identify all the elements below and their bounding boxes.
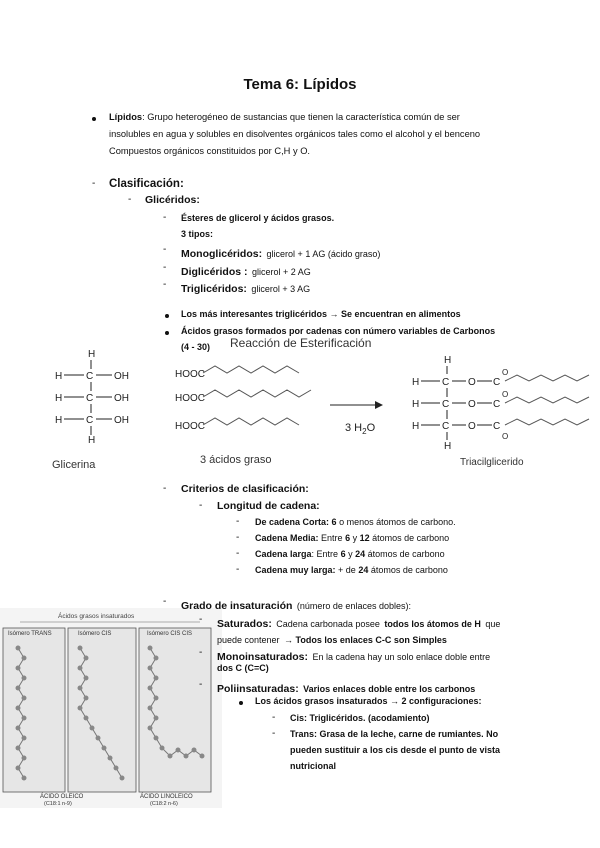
cis-item: Cis: Triglicéridos. (acodamiento) xyxy=(290,713,430,723)
poliinsaturadas-line: Poliinsaturadas: Varios enlaces doble entre los carbonos xyxy=(217,683,476,695)
svg-text:C: C xyxy=(493,399,501,410)
svg-text:C: C xyxy=(86,371,94,382)
dash-marker: - xyxy=(128,194,132,205)
mono-desc: glicerol + 1 AG (ácido graso) xyxy=(266,249,381,259)
bullet-acidos: Ácidos grasos formados por cadenas con número variables de Carbonos xyxy=(181,326,496,336)
dash-marker: - xyxy=(236,548,240,559)
svg-text:C: C xyxy=(86,393,94,404)
insaturacion-note: (número de enlaces dobles): xyxy=(296,601,411,611)
svg-text:H: H xyxy=(444,441,452,452)
gliceridos-heading: Glicéridos: xyxy=(145,194,200,206)
svg-text:C: C xyxy=(442,377,450,388)
svg-text:H: H xyxy=(55,415,63,426)
oleico-label: ÁCIDO OLEICO xyxy=(40,794,84,800)
di-term: Diglicéridos : xyxy=(181,266,248,278)
cadena-media: Cadena Media: Entre 6 y 12 átomos de carbono xyxy=(255,533,450,543)
svg-text:HOOC: HOOC xyxy=(175,421,205,432)
tipos-text: 3 tipos: xyxy=(181,229,214,239)
fatty-acids xyxy=(175,366,311,432)
bullet-triglicericos: Los más interesantes triglicéridos → Se encuentran en alimentos xyxy=(181,309,461,319)
svg-text:H: H xyxy=(88,435,96,446)
linoleico-formula: (C18:2 n-6) xyxy=(150,801,178,807)
svg-text:OH: OH xyxy=(114,371,129,382)
dash-marker: - xyxy=(163,212,167,223)
mono-term: Monoglicéridos: xyxy=(181,248,263,260)
di-line xyxy=(181,262,311,280)
dash-marker: - xyxy=(92,178,96,189)
svg-text:H: H xyxy=(412,399,420,410)
glycerol-structure xyxy=(55,349,129,446)
intro-line3: Compuestos orgánicos constituidos por C,H y O. xyxy=(109,146,311,156)
svg-text:C: C xyxy=(442,399,450,410)
linoleico-label: ÁCIDO LINOLEICO xyxy=(140,794,193,800)
water-label: 3 $H_2O$ xyxy=(345,422,376,436)
trans-line2: pueden sustituir a los cis desde el punto de vista xyxy=(290,745,501,755)
cadena-corta: De cadena Corta: 6 o menos átomos de carbono. xyxy=(255,517,456,527)
svg-text:O: O xyxy=(468,377,476,388)
glicerina-label: Glicerina xyxy=(52,459,96,471)
tri-term: Triglicéridos: xyxy=(181,283,247,295)
oleico-formula: (C18:1 n-9) xyxy=(44,801,72,807)
svg-text:H: H xyxy=(412,421,420,432)
dash-marker: - xyxy=(163,483,167,494)
svg-text:H: H xyxy=(444,355,452,366)
svg-text:OH: OH xyxy=(114,393,129,404)
tri-line xyxy=(181,279,310,297)
longitud-heading: Longitud de cadena: xyxy=(217,500,320,512)
clasificacion-heading: Clasificación: xyxy=(109,178,184,190)
bullet-dot xyxy=(165,314,169,318)
svg-text:OH: OH xyxy=(114,415,129,426)
bullet-dot xyxy=(92,117,96,121)
tri-desc: glicerol + 3 AG xyxy=(251,284,311,294)
isomer-top-label: Ácidos grasos insaturados xyxy=(58,613,135,620)
dash-marker: - xyxy=(163,262,167,273)
svg-text:O: O xyxy=(468,421,476,432)
svg-text:C: C xyxy=(493,377,501,388)
svg-text:H: H xyxy=(412,377,420,388)
panel-cis xyxy=(68,628,136,792)
svg-text:H: H xyxy=(88,349,96,360)
bullet-dot xyxy=(239,701,243,705)
dash-marker: - xyxy=(199,614,203,625)
trans-line3: nutricional xyxy=(290,761,337,771)
cadena-larga: Cadena larga: Entre 6 y 24 átomos de carbono xyxy=(255,549,445,559)
panel-trans xyxy=(3,628,65,792)
insaturacion-heading-line xyxy=(181,596,411,614)
svg-text:H: H xyxy=(55,371,63,382)
svg-text:O: O xyxy=(468,399,476,410)
dash-marker: - xyxy=(163,596,167,607)
svg-text:HOOC: HOOC xyxy=(175,393,205,404)
svg-text:O: O xyxy=(502,368,509,377)
dash-marker: - xyxy=(236,532,240,543)
criterios-heading: Criterios de clasificación: xyxy=(181,483,309,495)
isomer-figure xyxy=(0,608,222,808)
mono-line xyxy=(181,244,380,262)
intro-line1: : Grupo heterogéneo de sustancias que tienen la característica común de ser xyxy=(142,112,460,122)
triacylglycerol-structure xyxy=(412,355,589,452)
arrow-head xyxy=(375,401,383,409)
intro-paragraph xyxy=(109,109,529,160)
saturados-line1: Saturados: Cadena carbonada posee todos los átomos de H que xyxy=(217,618,501,630)
panel-cis-cis-label: Isómero CIS CIS xyxy=(147,631,193,637)
intro-term: Lípidos xyxy=(109,112,143,122)
panel-trans-label: Isómero TRANS xyxy=(8,631,52,637)
svg-text:HOOC: HOOC xyxy=(175,369,205,380)
monoinsaturados-line1: Monoinsaturados: En la cadena hay un solo enlace doble entre xyxy=(217,651,491,663)
dash-marker: - xyxy=(272,712,276,723)
di-desc: glicerol + 2 AG xyxy=(251,267,311,277)
svg-text:O: O xyxy=(502,390,509,399)
configuraciones-bullet: Los ácidos grasos insaturados → 2 configuraciones: xyxy=(255,696,482,706)
saturados-line2: puede contener → Todos los enlaces C-C son Simples xyxy=(217,635,447,645)
svg-text:O: O xyxy=(502,432,509,441)
bullet-acidos-range: (4 - 30) xyxy=(181,342,211,352)
dash-marker: - xyxy=(199,500,203,511)
insaturacion-heading: Grado de insaturación xyxy=(181,600,293,612)
svg-text:C: C xyxy=(493,421,501,432)
monoinsaturados-line2: dos C (C=C) xyxy=(217,663,269,673)
dash-marker: - xyxy=(236,516,240,527)
dash-marker: - xyxy=(163,244,167,255)
esterification-title: Reacción de Esterificación xyxy=(230,336,372,350)
svg-text:C: C xyxy=(86,415,94,426)
svg-text:C: C xyxy=(442,421,450,432)
intro-line2: insolubles en agua y solubles en disolventes orgánicos tales como el alcohol y el benceno xyxy=(109,129,481,139)
esterification-diagram xyxy=(40,335,600,475)
dash-marker: - xyxy=(236,564,240,575)
dash-marker: - xyxy=(163,279,167,290)
trans-line1: Trans: Grasa de la leche, carne de rumiantes. No xyxy=(290,729,499,739)
svg-text:H: H xyxy=(55,393,63,404)
page-title: Tema 6: Lípidos xyxy=(243,76,357,93)
dash-marker: - xyxy=(272,728,276,739)
dash-marker: - xyxy=(199,647,203,658)
acidos-label: 3 ácidos graso xyxy=(200,454,272,466)
esteres-text: Ésteres de glicerol y ácidos grasos. xyxy=(181,213,335,223)
panel-cis-label: Isómero CIS xyxy=(78,631,112,637)
triacylglycerol-label: Triacilglicerido xyxy=(460,457,524,468)
cadena-muy-larga: Cadena muy larga: + de 24 átomos de carbono xyxy=(255,565,448,575)
dash-marker: - xyxy=(199,679,203,690)
